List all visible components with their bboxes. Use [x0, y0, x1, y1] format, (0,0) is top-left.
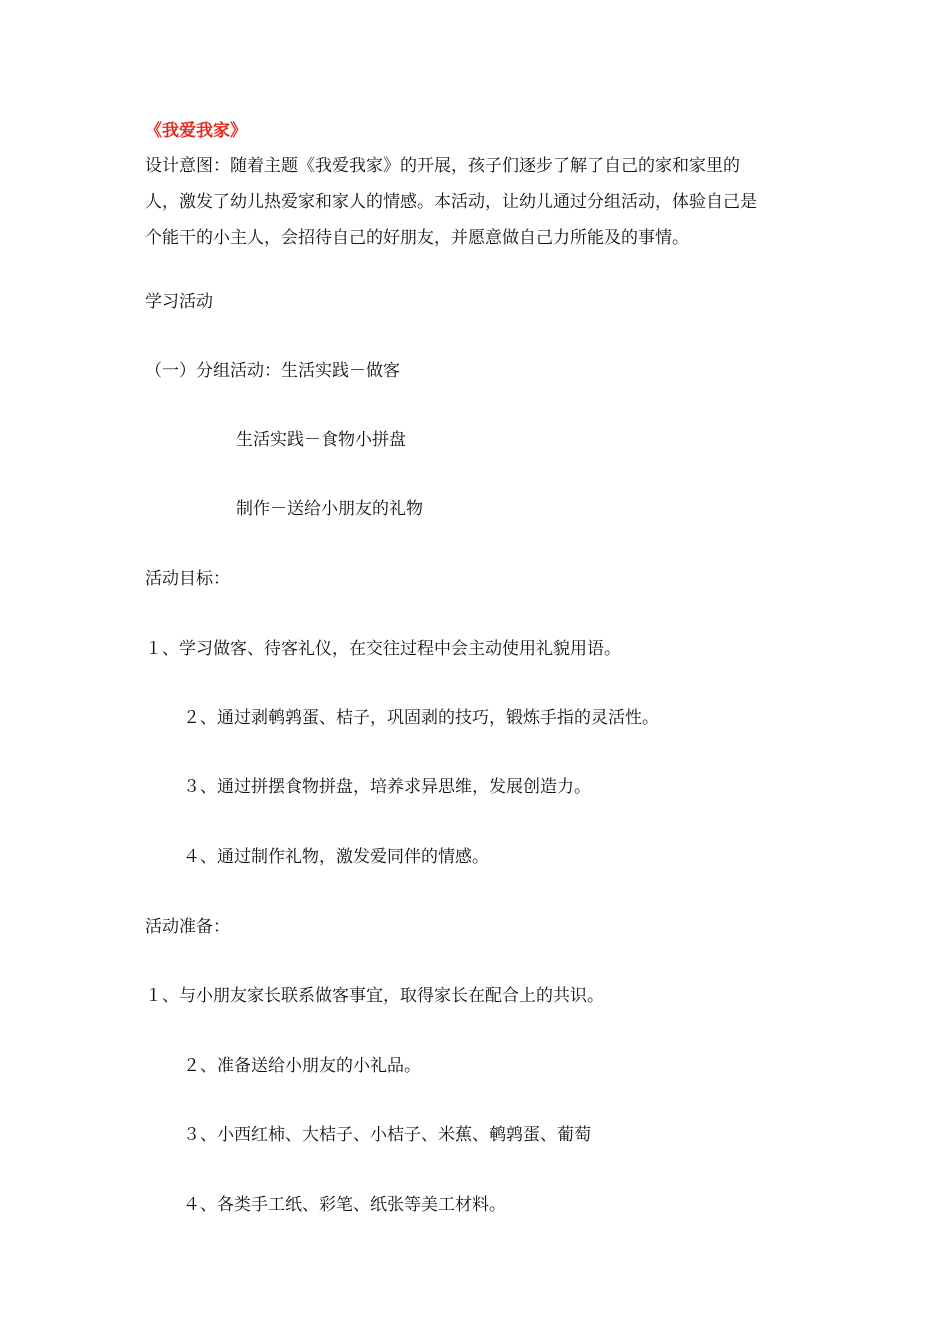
preparation-item: ３、小西红柿、大桔子、小桔子、米蕉、鹌鹑蛋、葡萄	[183, 1125, 591, 1145]
preparation-heading: 活动准备：	[145, 917, 230, 937]
design-intent-paragraph	[145, 148, 810, 256]
preparation-item: １、与小朋友家长联系做客事宜，取得家长在配合上的共识。	[145, 986, 604, 1006]
goal-item: ３、通过拼摆食物拼盘，培养求异思维，发展创造力。	[183, 777, 591, 797]
goal-item: ２、通过剥鹌鹑蛋、桔子，巩固剥的技巧，锻炼手指的灵活性。	[183, 708, 659, 728]
section-heading-learning: 学习活动	[145, 292, 213, 312]
document-title: 《我爱我家》	[145, 121, 247, 141]
goal-item: ４、通过制作礼物，激发爱同伴的情感。	[183, 847, 489, 867]
goals-heading: 活动目标：	[145, 569, 230, 589]
sub-activity-gift-making: 制作－送给小朋友的礼物	[236, 499, 423, 519]
intro-line: 设计意图：随着主题《我爱我家》的开展，孩子们逐步了解了自己的家和家里的	[145, 156, 740, 176]
preparation-item: ４、各类手工纸、彩笔、纸张等美工材料。	[183, 1195, 506, 1215]
intro-line: 人，激发了幼儿热爱家和家人的情感。本活动，让幼儿通过分组活动，体验自己是	[145, 192, 757, 212]
preparation-item: ２、准备送给小朋友的小礼品。	[183, 1056, 421, 1076]
goal-item: １、学习做客、待客礼仪，在交往过程中会主动使用礼貌用语。	[145, 639, 621, 659]
intro-line: 个能干的小主人，会招待自己的好朋友，并愿意做自己力所能及的事情。	[145, 228, 689, 248]
group-activity-heading: （一）分组活动：生活实践－做客	[145, 361, 400, 381]
sub-activity-food-platter: 生活实践－食物小拼盘	[236, 430, 406, 450]
